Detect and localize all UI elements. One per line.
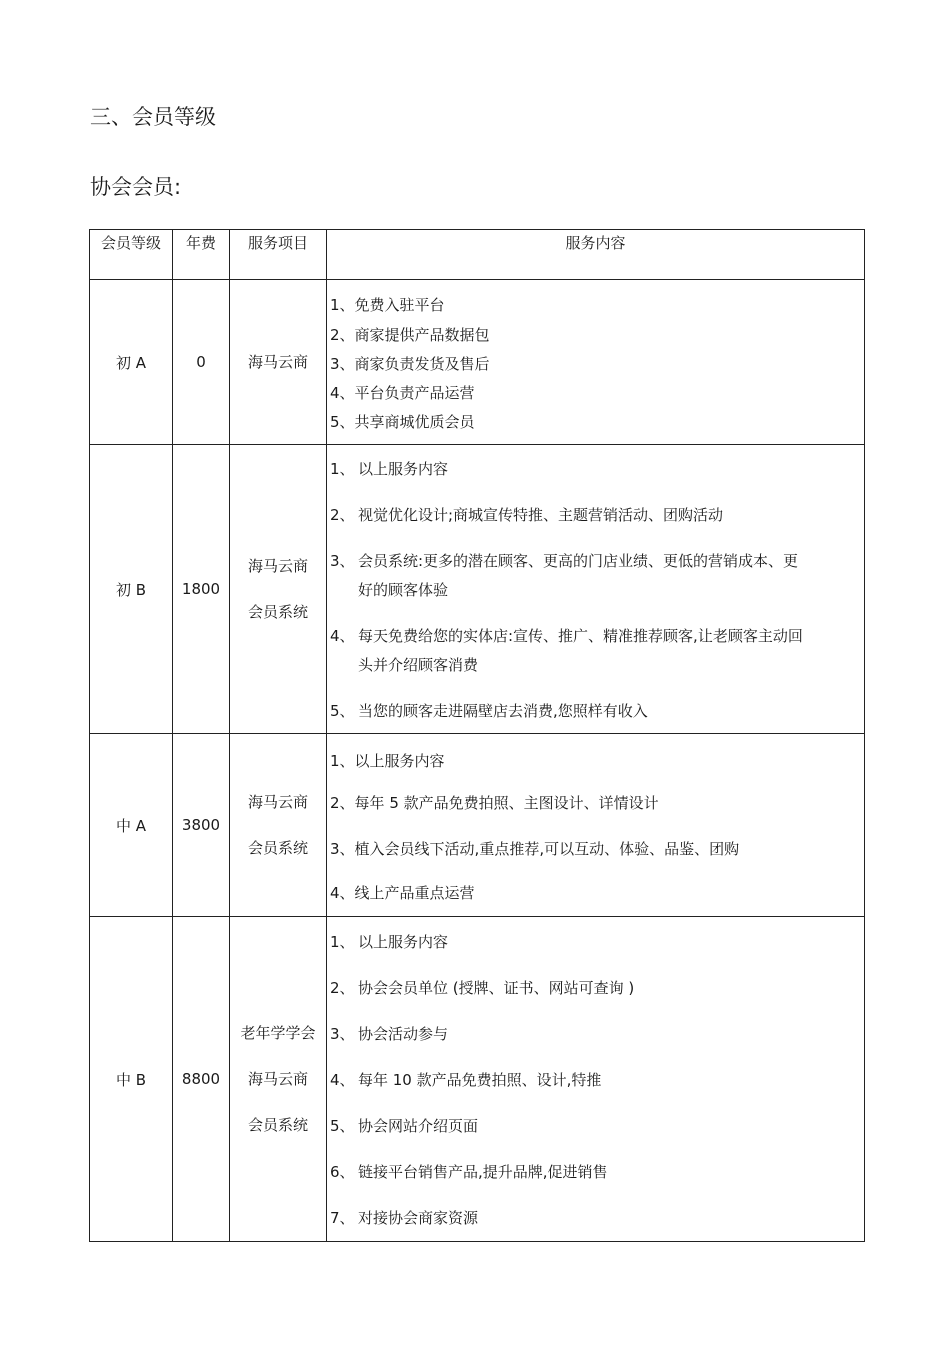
list-item: [327, 622, 864, 680]
content-cell: [327, 734, 865, 917]
services-cell: [230, 917, 327, 1242]
item-number: 1、: [330, 752, 355, 770]
item-number: 4、: [330, 384, 355, 403]
item-number: 3、: [330, 551, 355, 570]
item-number: 2、: [330, 794, 355, 812]
list-item: [327, 291, 864, 320]
subsection-title: 协会会员:: [90, 175, 182, 199]
item-number: 2、: [330, 979, 355, 997]
list-item: [327, 835, 864, 863]
item-text: 共享商城优质会员: [354, 413, 475, 432]
item-number: 2、: [330, 325, 355, 344]
item-text: 当您的顾客走进隔壁店去消费,您照样有收入: [358, 701, 648, 720]
list-item: [327, 408, 864, 437]
item-text: 视觉优化设计;商城宣传特推、主题营销活动、团购活动: [358, 505, 724, 524]
list-item: [327, 455, 864, 484]
membership-table: [89, 229, 865, 1242]
table-row: [90, 280, 865, 445]
list-item: [327, 501, 864, 530]
level-cell: 中 A: [90, 734, 173, 917]
list-item: [327, 697, 864, 726]
item-number: 7、: [330, 1209, 355, 1227]
item-text: 以上服务内容: [358, 459, 449, 478]
table-row: [90, 917, 865, 1242]
fee-cell: 1800: [173, 445, 230, 734]
item-number: 3、: [330, 354, 355, 373]
service-item: 海马云商: [247, 557, 308, 575]
service-item: 海马云商: [247, 793, 308, 811]
level-cell: 初 B: [90, 445, 173, 734]
item-number: 2、: [330, 505, 355, 524]
content-cell: [327, 280, 865, 445]
service-item: 海马云商: [247, 353, 308, 371]
item-text: 免费入驻平台: [354, 296, 445, 315]
content-cell: [327, 917, 865, 1242]
list-item: [327, 1149, 864, 1195]
service-item: 会员系统: [247, 603, 308, 621]
item-text: 以上服务内容: [354, 752, 445, 770]
table-row: [90, 734, 865, 917]
list-item: [327, 789, 864, 817]
list-item: [327, 1011, 864, 1057]
list-item: [327, 321, 864, 350]
item-text: 植入会员线下活动,重点推荐,可以互动、体验、品鉴、团购: [354, 840, 740, 858]
item-number: 6、: [330, 1163, 355, 1181]
level-cell: 中 B: [90, 917, 173, 1242]
item-text: 对接协会商家资源: [358, 1209, 479, 1227]
item-text: 每天免费给您的实体店:宣传、推广、精准推荐顾客,让老顾客主动回头并介绍顾客消费: [358, 626, 803, 674]
list-item: [327, 1195, 864, 1241]
list-item: [327, 879, 864, 907]
services-cell: [230, 280, 327, 445]
fee-cell: 0: [173, 280, 230, 445]
item-text: 商家提供产品数据包: [354, 325, 490, 344]
service-item: 会员系统: [247, 839, 308, 857]
item-text: 每年 10 款产品免费拍照、设计,特推: [358, 1071, 602, 1089]
fee-cell: 3800: [173, 734, 230, 917]
item-number: 5、: [330, 1117, 355, 1135]
section-title: 三、会员等级: [90, 105, 216, 129]
item-number: 5、: [330, 413, 355, 432]
item-number: 5、: [330, 701, 355, 720]
header-fee: 年费: [173, 230, 230, 280]
list-item: [327, 1103, 864, 1149]
header-services: 服务项目: [230, 230, 327, 280]
item-text: 协会活动参与: [358, 1025, 449, 1043]
item-text: 每年 5 款产品免费拍照、主图设计、详情设计: [354, 794, 659, 812]
item-text: 商家负责发货及售后: [354, 354, 490, 373]
list-item: [327, 965, 864, 1011]
item-number: 3、: [330, 1025, 355, 1043]
item-text: 线上产品重点运营: [354, 884, 475, 902]
item-number: 4、: [330, 884, 355, 902]
services-cell: [230, 734, 327, 917]
services-cell: [230, 445, 327, 734]
level-cell: 初 A: [90, 280, 173, 445]
list-item: [327, 747, 864, 775]
table-header-row: [90, 230, 865, 280]
service-item: 会员系统: [247, 1116, 308, 1134]
item-text: 链接平台销售产品,提升品牌,促进销售: [358, 1163, 608, 1181]
table-row: [90, 445, 865, 734]
item-text: 以上服务内容: [358, 933, 449, 951]
item-number: 1、: [330, 296, 355, 315]
list-item: [327, 1057, 864, 1103]
list-item: [327, 547, 864, 605]
item-text: 平台负责产品运营: [354, 384, 475, 403]
list-item: [327, 379, 864, 408]
list-item: [327, 919, 864, 965]
item-number: 4、: [330, 1071, 355, 1089]
item-text: 协会会员单位 (授牌、证书、网站可查询 ): [358, 979, 635, 997]
header-level: 会员等级: [90, 230, 173, 280]
service-item: 海马云商: [247, 1070, 308, 1088]
fee-cell: 8800: [173, 917, 230, 1242]
header-content: 服务内容: [327, 230, 865, 280]
content-cell: [327, 445, 865, 734]
list-item: [327, 350, 864, 379]
item-text: 会员系统:更多的潜在顾客、更高的门店业绩、更低的营销成本、更好的顾客体验: [358, 551, 799, 599]
item-number: 4、: [330, 626, 355, 645]
item-number: 1、: [330, 459, 355, 478]
item-text: 协会网站介绍页面: [358, 1117, 479, 1135]
item-number: 3、: [330, 840, 355, 858]
service-item: 老年学学会: [240, 1024, 316, 1042]
item-number: 1、: [330, 933, 355, 951]
